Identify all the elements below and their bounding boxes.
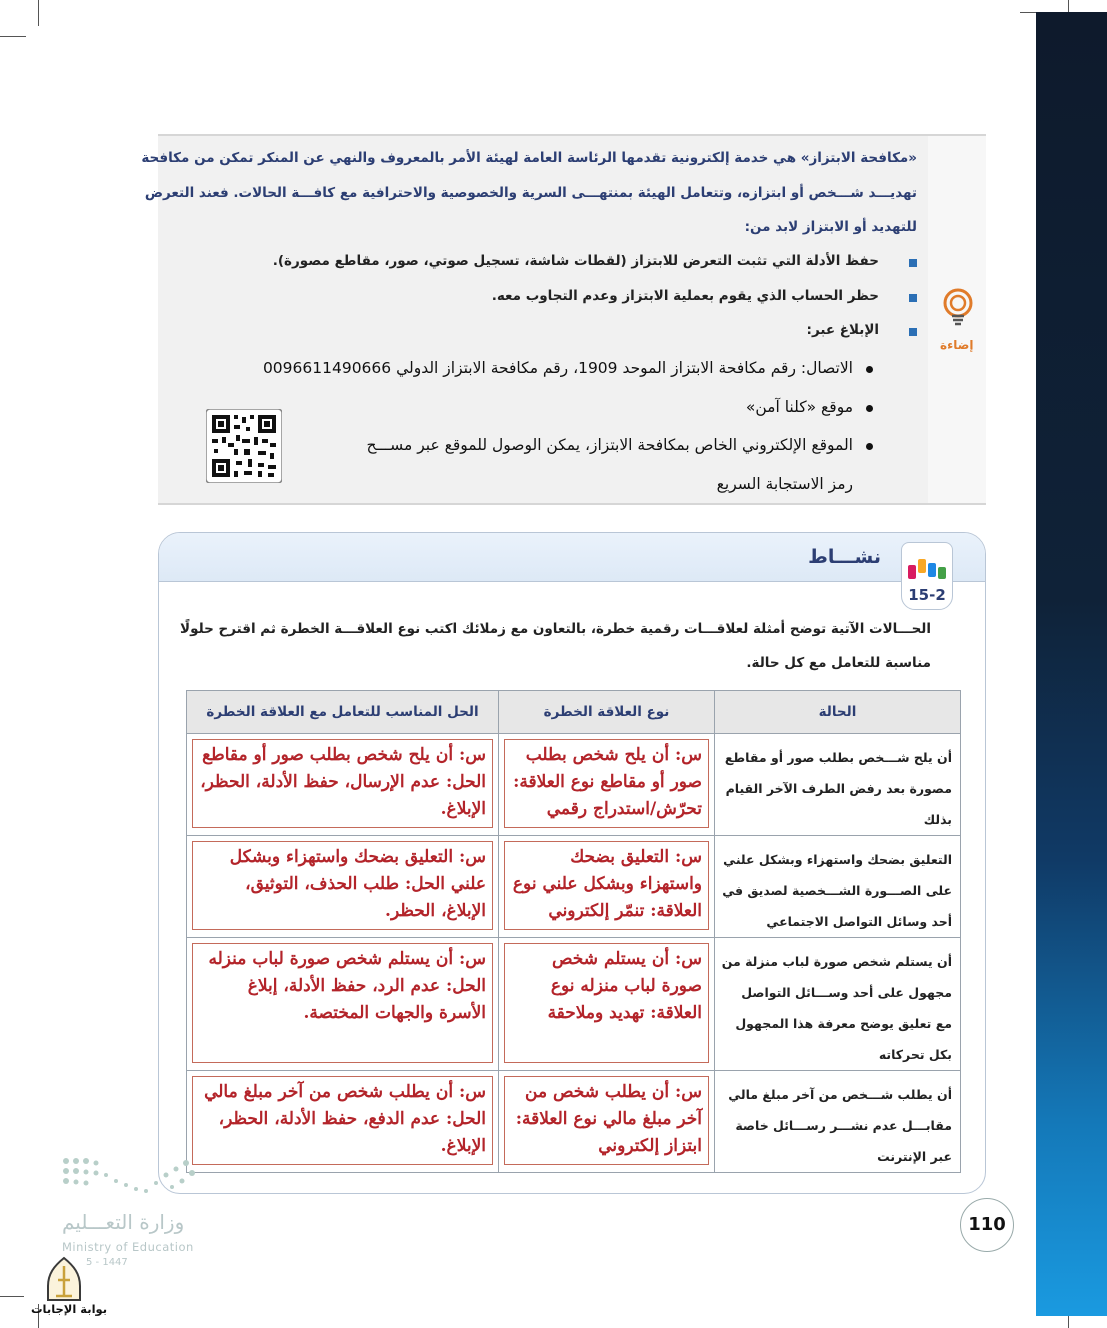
- cases-table: [186, 690, 961, 1173]
- case-cell: التعليق بضحك واستهزاء وبشكل علني على الصـــورة الشـــخصية لصديق في أحد وسائل التواصل الاجتماعي: [715, 836, 961, 938]
- solution-cell: [187, 1071, 499, 1173]
- crop-mark: [38, 0, 39, 26]
- info-bullet: الإبلاغ عبر:: [806, 322, 879, 338]
- answer-box[interactable]: س: أن يطلب شخص من آخر مبلغ مالي نوع العلاقة: ابتزاز إلكتروني: [504, 1076, 709, 1165]
- answer-box[interactable]: س: أن يستلم شخص صورة لباب منزله نوع العلاقة: تهديد وملاحقة: [504, 943, 709, 1063]
- activity-intro-line: مناسبة للتعامل مع كل حالة.: [746, 655, 931, 671]
- ministry-name-ar: وزارة التعـــليم: [62, 1210, 185, 1234]
- answer-box[interactable]: س: التعليق بضحك واستهزاء وبشكل علني الحل: طلب الحذف، التوثيق، الإبلاغ، الحظر.: [192, 841, 493, 930]
- bullet-square: [909, 294, 917, 302]
- crop-mark: [0, 36, 26, 37]
- info-paragraph-line: للتهديد أو الابتزاز لابد من:: [744, 219, 917, 235]
- solution-cell: [187, 938, 499, 1071]
- qr-code-icon[interactable]: [206, 409, 282, 483]
- bullet-dot: [866, 443, 873, 450]
- info-sub-bullet-cont: رمز الاستجابة السريع: [716, 475, 853, 493]
- info-sub-bullet: الموقع الإلكتروني الخاص بمكافحة الابتزاز، يمكن الوصول للموقع عبر مســـح: [366, 436, 853, 454]
- answer-box[interactable]: س: أن يطلب شخص من آخر مبلغ مالي الحل: عدم الدفع، حفظ الأدلة، الحظر، الإبلاغ.: [192, 1076, 493, 1165]
- bullet-square: [909, 259, 917, 267]
- info-sub-bullet: موقع «كلنا آمن»: [745, 398, 853, 416]
- ministry-name-en: Ministry of Education: [62, 1240, 194, 1254]
- portal-logo-icon: [44, 1256, 84, 1302]
- info-bullet: حظر الحساب الذي يقوم بعملية الابتزاز وعدم التجاوب معه.: [491, 288, 879, 304]
- page-side-band: [1036, 12, 1107, 1316]
- table-row: [187, 734, 961, 836]
- case-cell: أن يطلب شـــخص من آخر مبلغ مالي مقابـــل عدم نشـــر رســـائل خاصة عبر الإنترنت: [715, 1071, 961, 1173]
- activity-title: نشـــاط: [808, 546, 881, 568]
- table-header: نوع العلاقة الخطرة: [499, 691, 715, 734]
- table-row: [187, 836, 961, 938]
- bullet-dot: [866, 366, 873, 373]
- case-cell: أن يلح شـــخص بطلب صور أو مقاطع مصورة بعد رفض الطرف الآخر القيام بذلك: [715, 734, 961, 836]
- activity-icon: [906, 555, 948, 583]
- answer-box[interactable]: س: التعليق بضحك واستهزاء وبشكل علني نوع العلاقة: تنمّر إلكتروني: [504, 841, 709, 930]
- info-paragraph-line: تهديـــد شـــخص أو ابتزازه، وتتعامل الهيئة بمنتهـــى السرية والخصوصية والاحترافية مع كافـــة الحالات. فعند التعرض: [144, 185, 917, 201]
- answer-box[interactable]: س: أن يلح شخص بطلب صور أو مقاطع نوع العلاقة: تحرّش/استدراج رقمي: [504, 739, 709, 828]
- portal-name: بوابة الإجابات: [31, 1302, 108, 1316]
- table-row: [187, 1071, 961, 1173]
- solution-cell: [187, 836, 499, 938]
- table-header: الحل المناسب للتعامل مع العلاقة الخطرة: [187, 691, 499, 734]
- info-bullet: حفظ الأدلة التي تثبت التعرض للابتزاز (لقطات شاشة، تسجيل صوتي، صور، مقاطع مصورة).: [272, 253, 879, 269]
- lightbulb-icon: [942, 287, 974, 329]
- ministry-logo-dots: [60, 1155, 198, 1199]
- bullet-square: [909, 328, 917, 336]
- info-paragraph-line: «مكافحة الابتزاز» هي خدمة إلكترونية تقدمها الرئاسة العامة لهيئة الأمر بالمعروف والنهي عن المنكر تمكن من مكافحة: [141, 150, 917, 166]
- idea-label: إضاءة: [940, 338, 974, 352]
- table-header: الحالة: [715, 691, 961, 734]
- answer-box[interactable]: س: أن يستلم شخص صورة لباب منزله الحل: عدم الرد، حفظ الأدلة، إبلاغ الأسرة والجهات المختصة.: [192, 943, 493, 1063]
- crop-mark: [0, 1296, 24, 1297]
- type-cell: [499, 1071, 715, 1173]
- page-number: 110: [960, 1198, 1014, 1252]
- type-cell: [499, 938, 715, 1071]
- activity-intro-line: الحـــالات الآتية توضح أمثلة لعلاقـــات رقمية خطرة، بالتعاون مع زملائك اكتب نوع العلاقـــة الخطرة ثم اقترح حلولًا: [180, 621, 931, 637]
- table-row: [187, 938, 961, 1071]
- activity-number: 15-2: [908, 586, 946, 604]
- answer-box[interactable]: س: أن يلح شخص بطلب صور أو مقاطع الحل: عدم الإرسال، حفظ الأدلة، الحظر، الإبلاغ.: [192, 739, 493, 828]
- type-cell: [499, 836, 715, 938]
- bullet-dot: [866, 405, 873, 412]
- info-sub-bullet: الاتصال: رقم مكافحة الابتزاز الموحد 1909، رقم مكافحة الابتزاز الدولي 0096611490666: [262, 359, 853, 377]
- case-cell: أن يستلم شخص صورة لباب منزلة من مجهول على أحد وســـائل التواصل مع تعليق يوضح معرفة هذا المجهول بكل تحركاته: [715, 938, 961, 1071]
- type-cell: [499, 734, 715, 836]
- divider: [158, 503, 986, 505]
- solution-cell: [187, 734, 499, 836]
- edition-year: 5 - 1447: [86, 1257, 128, 1268]
